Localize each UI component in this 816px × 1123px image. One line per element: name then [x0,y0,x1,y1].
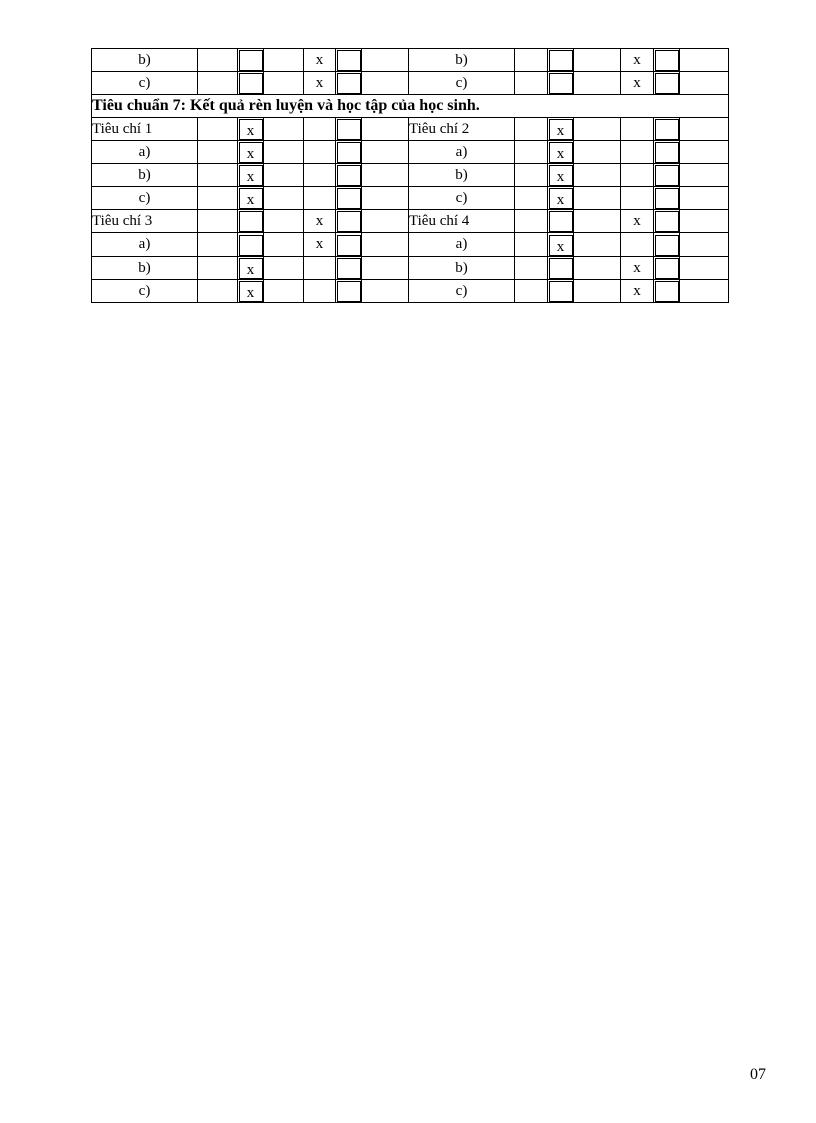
right-checkbox-cell [654,49,680,72]
check-box: x [549,142,573,163]
right-checkbox-cell [548,187,574,210]
right-blank-cell [680,233,729,256]
check-box [655,50,679,71]
right-blank-cell [680,72,729,95]
left-checkbox-cell [238,118,264,141]
check-box [655,165,679,186]
check-box [337,188,361,209]
left-blank-cell [362,164,409,187]
right-checkbox-cell [548,141,574,164]
check-box [549,211,573,232]
left-blank-cell [362,279,409,302]
table-body-bottom [92,118,729,303]
right-checkbox-cell [548,279,574,302]
right-blank-cell: x [621,72,654,95]
left-blank-cell [264,164,304,187]
left-checkbox-cell [238,256,264,279]
left-checkbox-cell [238,279,264,302]
left-checkbox-cell [238,187,264,210]
evaluation-table [91,48,729,303]
right-checkbox-cell [548,72,574,95]
left-blank-cell: x [304,49,336,72]
check-box [337,165,361,186]
right-blank-cell [574,118,621,141]
check-box: x [239,188,263,209]
left-criterion-label: b) [92,164,198,187]
check-box [655,235,679,256]
table-row [92,233,729,256]
left-blank-cell [264,279,304,302]
table-row [92,141,729,164]
right-blank-cell [621,233,654,256]
check-box [337,50,361,71]
right-blank-cell: x [621,210,654,233]
right-criterion-label: Tiêu chí 4 [409,210,515,233]
right-checkbox-cell [548,210,574,233]
right-checkbox-cell [654,233,680,256]
left-criterion-label: a) [92,141,198,164]
check-box [337,235,361,256]
right-blank-cell [515,164,548,187]
left-criterion-label: c) [92,279,198,302]
right-blank-cell [515,256,548,279]
check-box [655,188,679,209]
check-box [239,235,263,256]
left-blank-cell: x [304,233,336,256]
check-box [655,119,679,140]
left-blank-cell [362,141,409,164]
left-blank-cell [304,256,336,279]
right-criterion-label: c) [409,187,515,210]
left-blank-cell [264,210,304,233]
right-blank-cell [680,164,729,187]
left-blank-cell [198,279,238,302]
right-blank-cell [574,233,621,256]
right-blank-cell [621,164,654,187]
check-box [337,211,361,232]
left-checkbox-cell [238,72,264,95]
right-checkbox-cell [548,118,574,141]
check-box: x [549,165,573,186]
left-blank-cell [264,233,304,256]
right-blank-cell [621,118,654,141]
check-box [655,73,679,94]
right-blank-cell [574,256,621,279]
left-checkbox-cell [238,49,264,72]
left-checkbox-cell [336,164,362,187]
left-blank-cell [198,210,238,233]
check-box [655,281,679,302]
check-box: x [239,281,263,302]
left-blank-cell [198,118,238,141]
left-blank-cell [362,72,409,95]
check-box [549,258,573,279]
table-row [92,164,729,187]
table-row [92,187,729,210]
left-checkbox-cell [336,279,362,302]
right-checkbox-cell [548,256,574,279]
check-box [337,119,361,140]
check-box: x [549,235,573,256]
right-blank-cell [515,187,548,210]
standard-row [92,95,729,118]
right-checkbox-cell [654,210,680,233]
table-row [92,118,729,141]
right-checkbox-cell [654,141,680,164]
left-checkbox-cell [336,49,362,72]
table-row [92,256,729,279]
right-blank-cell [621,187,654,210]
right-checkbox-cell [654,164,680,187]
right-blank-cell [680,256,729,279]
left-checkbox-cell [238,141,264,164]
right-blank-cell [574,164,621,187]
check-box [655,211,679,232]
check-box [549,73,573,94]
right-blank-cell [515,279,548,302]
left-blank-cell [198,164,238,187]
check-box: x [549,119,573,140]
left-criterion-label: b) [92,256,198,279]
check-box [655,258,679,279]
left-criterion-label: Tiêu chí 3 [92,210,198,233]
left-blank-cell: x [304,210,336,233]
left-checkbox-cell [238,164,264,187]
right-blank-cell [574,49,621,72]
right-checkbox-cell [654,187,680,210]
left-blank-cell [362,210,409,233]
left-blank-cell [362,256,409,279]
left-blank-cell [264,72,304,95]
left-blank-cell [362,187,409,210]
left-criterion-label: c) [92,187,198,210]
left-blank-cell [362,49,409,72]
left-blank-cell [198,233,238,256]
right-blank-cell [621,141,654,164]
left-criterion-label: b) [92,49,198,72]
right-blank-cell [574,72,621,95]
check-box [239,50,263,71]
right-blank-cell [680,141,729,164]
left-blank-cell [304,279,336,302]
check-box [337,281,361,302]
table-row [92,72,729,95]
right-blank-cell [515,72,548,95]
table-body-top [92,49,729,95]
left-blank-cell [264,49,304,72]
table-row [92,49,729,72]
check-box [239,73,263,94]
left-blank-cell [198,49,238,72]
left-checkbox-cell [336,72,362,95]
table-row [92,279,729,302]
check-box [655,142,679,163]
left-blank-cell [304,187,336,210]
right-criterion-label: b) [409,256,515,279]
standard-7-title: Tiêu chuẩn 7: Kết quả rèn luyện và học tập của học sinh. [92,95,729,118]
check-box [549,50,573,71]
right-blank-cell: x [621,49,654,72]
left-checkbox-cell [238,233,264,256]
right-blank-cell [574,187,621,210]
check-box: x [549,188,573,209]
left-blank-cell [198,141,238,164]
right-checkbox-cell [654,279,680,302]
check-box [337,142,361,163]
left-criterion-label: c) [92,72,198,95]
left-blank-cell: x [304,72,336,95]
right-checkbox-cell [654,256,680,279]
table-row [92,210,729,233]
check-box [337,73,361,94]
right-checkbox-cell [548,49,574,72]
left-blank-cell [198,187,238,210]
left-blank-cell [198,256,238,279]
right-blank-cell: x [621,279,654,302]
right-blank-cell [574,141,621,164]
page-number: 07 [750,1066,766,1083]
left-checkbox-cell [336,141,362,164]
left-blank-cell [198,72,238,95]
right-checkbox-cell [654,72,680,95]
check-box: x [239,258,263,279]
left-blank-cell [304,118,336,141]
left-blank-cell [264,187,304,210]
right-blank-cell [574,210,621,233]
right-blank-cell: x [621,256,654,279]
left-checkbox-cell [336,256,362,279]
right-blank-cell [680,279,729,302]
left-blank-cell [304,141,336,164]
right-criterion-label: b) [409,164,515,187]
check-box: x [239,165,263,186]
right-checkbox-cell [548,164,574,187]
left-checkbox-cell [336,118,362,141]
check-box: x [239,119,263,140]
right-criterion-label: a) [409,233,515,256]
left-checkbox-cell [336,210,362,233]
left-checkbox-cell [238,210,264,233]
right-blank-cell [515,141,548,164]
check-box: x [239,142,263,163]
right-blank-cell [680,210,729,233]
right-criterion-label: Tiêu chí 2 [409,118,515,141]
right-criterion-label: c) [409,279,515,302]
left-blank-cell [362,118,409,141]
right-blank-cell [680,118,729,141]
right-blank-cell [515,118,548,141]
check-box [549,281,573,302]
right-blank-cell [680,187,729,210]
left-criterion-label: Tiêu chí 1 [92,118,198,141]
left-blank-cell [264,141,304,164]
right-checkbox-cell [548,233,574,256]
right-blank-cell [515,210,548,233]
left-blank-cell [264,256,304,279]
right-criterion-label: a) [409,141,515,164]
check-box [239,211,263,232]
standard-section [92,95,729,118]
right-criterion-label: b) [409,49,515,72]
right-blank-cell [680,49,729,72]
left-checkbox-cell [336,233,362,256]
right-blank-cell [574,279,621,302]
right-blank-cell [515,233,548,256]
left-blank-cell [304,164,336,187]
right-checkbox-cell [654,118,680,141]
left-criterion-label: a) [92,233,198,256]
right-blank-cell [515,49,548,72]
left-blank-cell [362,233,409,256]
right-criterion-label: c) [409,72,515,95]
left-blank-cell [264,118,304,141]
left-checkbox-cell [336,187,362,210]
check-box [337,258,361,279]
